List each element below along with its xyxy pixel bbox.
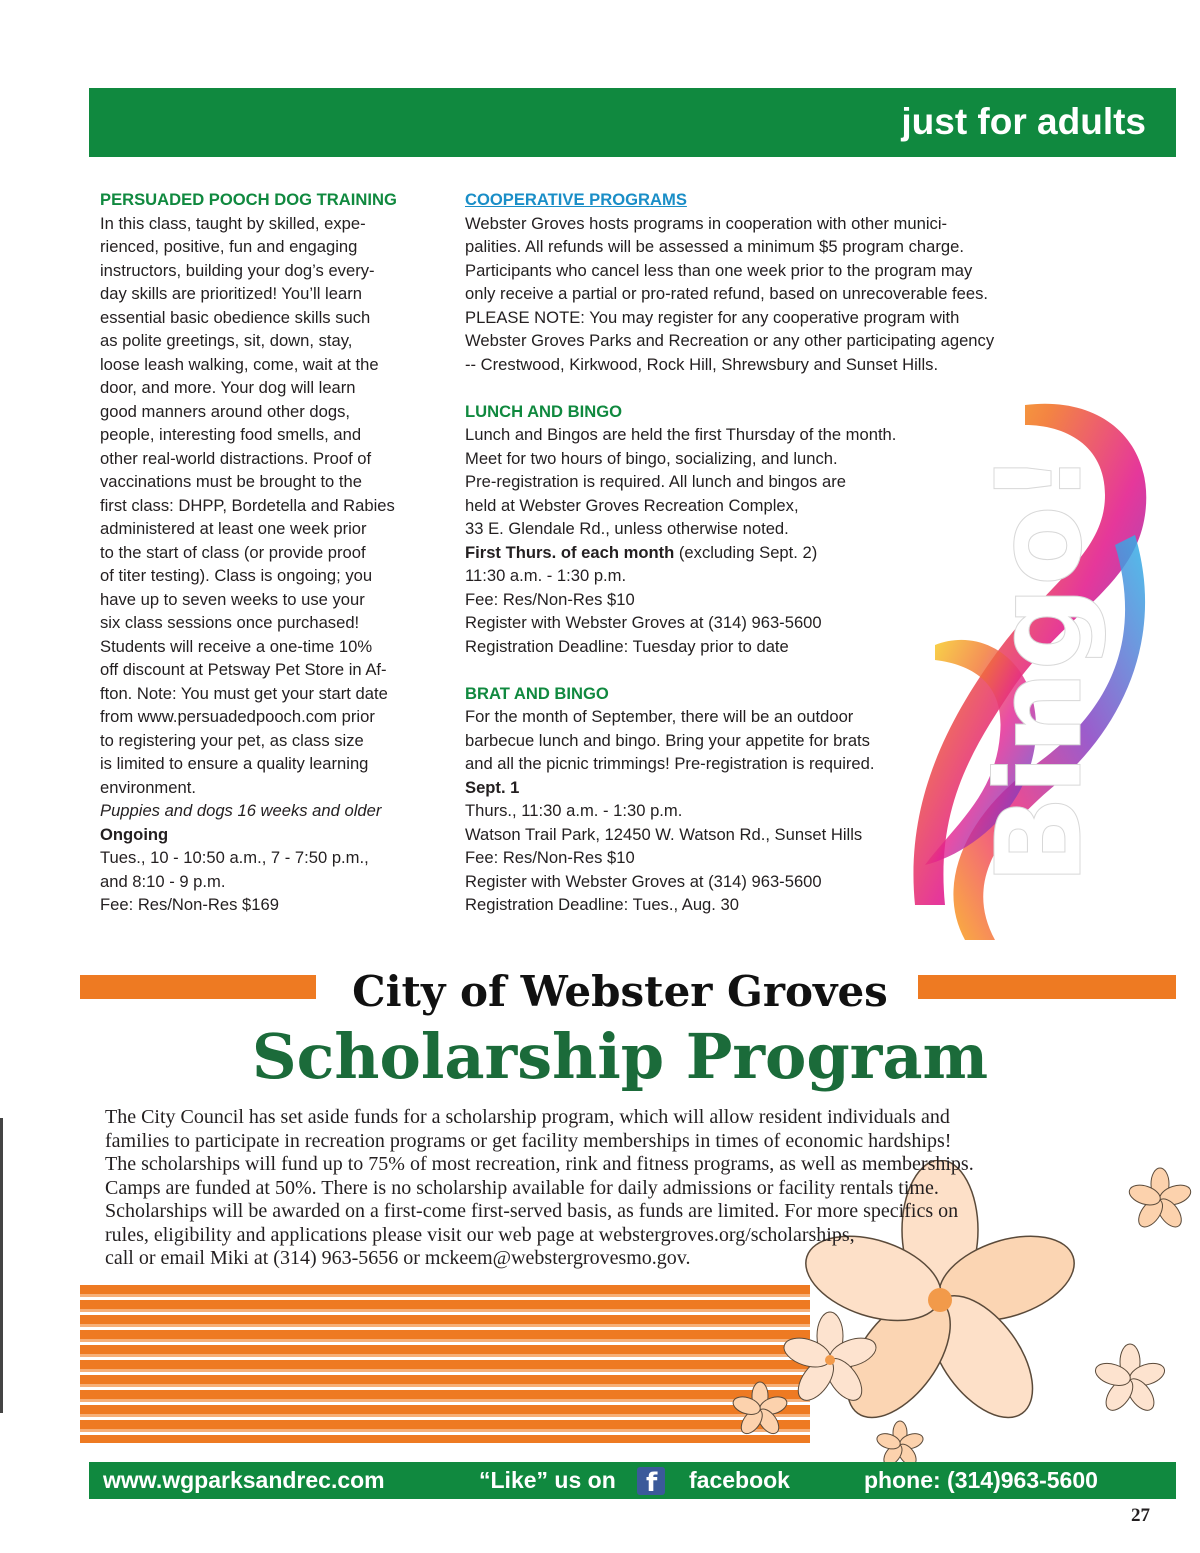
body-line: rules, eligibility and applications please visit our web page at webstergroves.org/scholarships, (105, 1223, 855, 1246)
body-line: off discount at Petsway Pet Store in Af- (100, 660, 387, 679)
schedule-label: Ongoing (100, 824, 169, 844)
body-line: administered at least one week prior (100, 519, 367, 538)
lunch-schedule-day: First Thurs. of each month (465, 542, 675, 562)
body-line: The scholarships will fund up to 75% of most recreation, rink and fitness programs, as well as memberships. (105, 1153, 974, 1175)
page-edge-mark (0, 1118, 3, 1413)
body-line: good manners around other dogs, (100, 401, 351, 421)
section-header-band (89, 88, 1176, 157)
section-title: just for adults (901, 101, 1146, 142)
facebook-link[interactable]: facebook (689, 1467, 790, 1493)
body-line: palities. All refunds will be assessed a minimum $5 program charge. (465, 237, 964, 256)
body-line: other real-world distractions. Proof of (100, 448, 372, 468)
body-line: first class: DHPP, Bordetella and Rabies (100, 495, 395, 515)
body-line: environment. (100, 777, 196, 797)
body-line: Meet for two hours of bingo, socializing, and lunch. (465, 448, 838, 468)
body-line: held at Webster Groves Recreation Complex, (465, 495, 799, 515)
body-line: call or email Miki at (314) 963-5656 or mckeem@webstergrovesmo.gov. (105, 1247, 691, 1269)
like-us-text: “Like” us on (479, 1467, 616, 1493)
body-line: day skills are prioritized! You’ll learn (100, 284, 362, 303)
orange-rule-left (80, 975, 316, 999)
dog-training-heading: PERSUADED POOCH DOG TRAINING (100, 190, 397, 209)
body-line: 33 E. Glendale Rd., unless otherwise noted. (465, 519, 789, 538)
body-line: families to participate in recreation programs or get facility memberships in times of economic hardships! (105, 1129, 952, 1152)
small-flower (731, 1382, 789, 1437)
body-line: instructors, building your dog’s every- (100, 260, 375, 280)
body-line: from www.persuadedpooch.com prior (100, 707, 375, 726)
scholarship-title: Scholarship Program (251, 1020, 989, 1093)
body-line: to the start of class (or provide proof (100, 542, 366, 562)
body-line: loose leash walking, come, wait at the (100, 354, 379, 374)
class-times: Tues., 10 - 10:50 a.m., 7 - 7:50 p.m., (100, 848, 369, 867)
body-line: For the month of September, there will be an outdoor (465, 707, 854, 726)
body-line: Webster Groves hosts programs in cooperation with other munici- (465, 213, 948, 233)
body-line: Students will receive a one-time 10% (100, 636, 373, 656)
body-line: PLEASE NOTE: You may register for any cooperative program with (465, 307, 960, 327)
body-line: have up to seven weeks to use your (100, 589, 365, 609)
brat-date: Sept. 1 (465, 777, 520, 797)
brat-deadline: Registration Deadline: Tues., Aug. 30 (465, 895, 739, 914)
body-line: essential basic obedience skills such (100, 307, 371, 327)
small-flower (1093, 1344, 1168, 1415)
body-line: The City Council has set aside funds for a scholarship program, which will allow resident individuals and (105, 1106, 950, 1128)
website-link[interactable]: www.wgparksandrec.com (103, 1467, 385, 1493)
body-line: six class sessions once purchased! (100, 613, 360, 632)
bingo-artwork (905, 385, 1165, 945)
body-line: rienced, positive, fun and engaging (100, 237, 358, 256)
facebook-icon[interactable]: f (637, 1467, 665, 1495)
brat-bingo-heading: BRAT AND BINGO (465, 683, 609, 703)
footer-band (89, 1462, 1176, 1499)
orange-rule-right (918, 975, 1176, 999)
age-note: Puppies and dogs 16 weeks and older (100, 801, 382, 820)
body-line: fton. Note: You must get your start date (100, 683, 388, 703)
body-line: of titer testing). Class is ongoing; you (100, 566, 373, 585)
small-flower (1127, 1168, 1193, 1231)
body-line: Pre-registration is required. All lunch and bingos are (465, 472, 846, 491)
body-line: vaccinations must be brought to the (100, 472, 362, 491)
body-line: In this class, taught by skilled, expe- (100, 213, 366, 233)
city-title: City of Webster Groves (352, 967, 888, 1016)
phone-number: phone: (314)963-5600 (864, 1467, 1098, 1493)
body-line: people, interesting food smells, and (100, 425, 362, 444)
dog-training-column (100, 188, 440, 917)
lunch-schedule-note: (excluding Sept. 2) (674, 542, 818, 562)
body-line: Webster Groves Parks and Recreation or any other participating agency (465, 331, 995, 350)
body-line: door, and more. Your dog will learn (100, 378, 356, 397)
scholarship-description (105, 1106, 1125, 1271)
body-line: as polite greetings, sit, down, stay, (100, 331, 353, 350)
lunch-time: 11:30 a.m. - 1:30 p.m. (465, 566, 627, 585)
body-line: is limited to ensure a quality learning (100, 754, 369, 773)
brat-location: Watson Trail Park, 12450 W. Watson Rd., Sunset Hills (465, 824, 863, 844)
bingo-word: Bingo! (970, 451, 1108, 885)
class-fee: Fee: Res/Non-Res $169 (100, 895, 279, 914)
page-number: 27 (1131, 1505, 1150, 1526)
body-line: barbecue lunch and bingo. Bring your appetite for brats (465, 730, 870, 750)
lunch-fee: Fee: Res/Non-Res $10 (465, 589, 635, 609)
body-line: to registering your pet, as class size (100, 730, 364, 750)
body-line: Lunch and Bingos are held the first Thursday of the month. (465, 425, 897, 444)
body-line: Camps are funded at 50%. There is no scholarship available for daily admissions or facility rentals time. (105, 1176, 939, 1199)
lunch-register: Register with Webster Groves at (314) 963-5600 (465, 613, 822, 632)
body-line: only receive a partial or pro-rated refund, based on unrecoverable fees. (465, 284, 989, 303)
cooperative-programs-heading[interactable]: COOPERATIVE PROGRAMS (465, 190, 687, 209)
class-times: and 8:10 - 9 p.m. (100, 871, 226, 891)
body-line: Scholarships will be awarded on a first-come first-served basis, as funds are limited. For more specifics on (105, 1200, 959, 1222)
lunch-bingo-heading: LUNCH AND BINGO (465, 401, 623, 421)
brat-time: Thurs., 11:30 a.m. - 1:30 p.m. (465, 801, 683, 820)
brat-register: Register with Webster Groves at (314) 963-5600 (465, 871, 822, 891)
brat-fee: Fee: Res/Non-Res $10 (465, 848, 635, 867)
body-line: and all the picnic trimmings! Pre-registration is required. (465, 754, 875, 773)
body-line: -- Crestwood, Kirkwood, Rock Hill, Shrewsbury and Sunset Hills. (465, 354, 939, 374)
body-line: Participants who cancel less than one week prior to the program may (465, 260, 973, 280)
lunch-deadline: Registration Deadline: Tuesday prior to date (465, 636, 789, 656)
